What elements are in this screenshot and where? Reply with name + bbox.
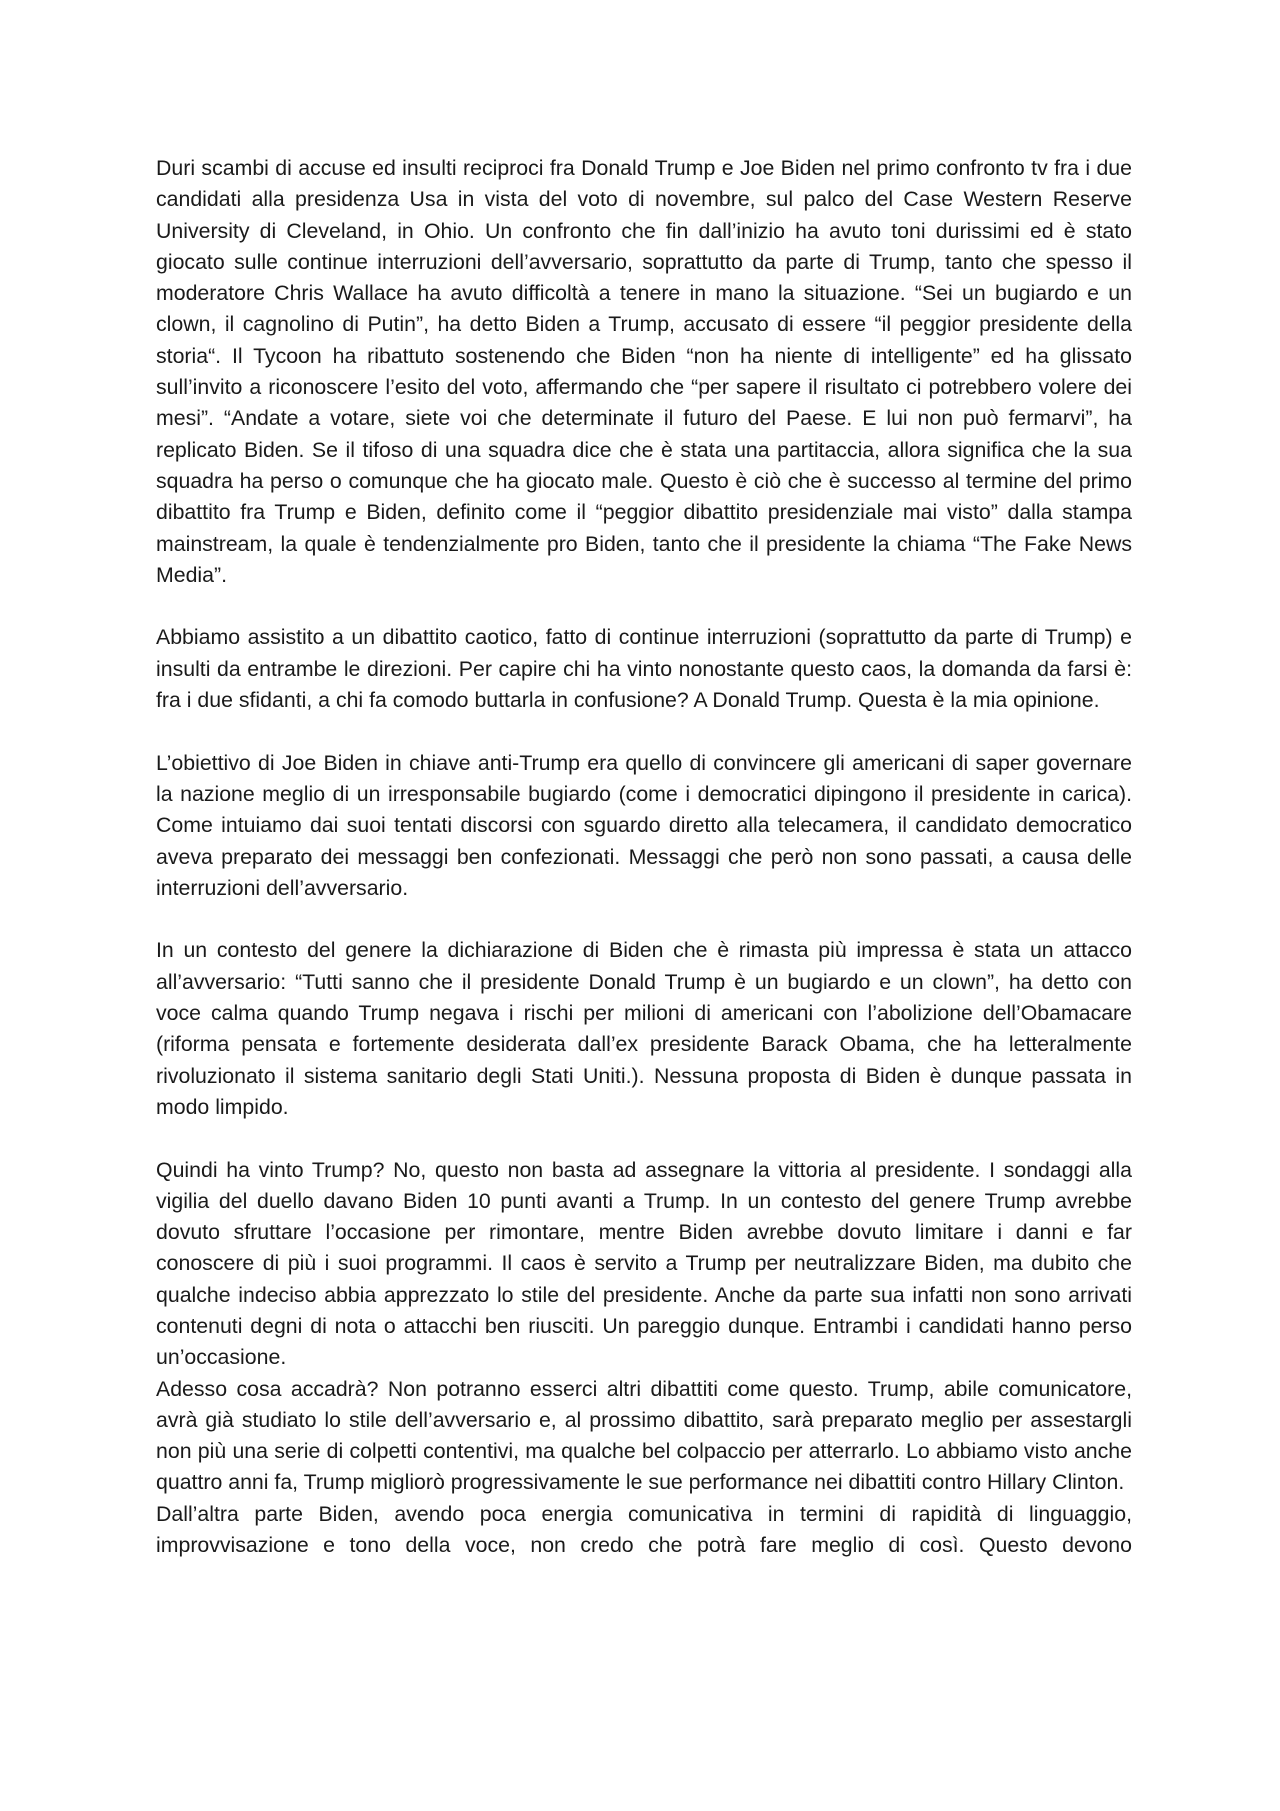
paragraph-who-won: Quindi ha vinto Trump? No, questo non basta ad assegnare la vittoria al presidente. I sondaggi alla vigilia del duello davano Biden 10 punti avanti a Trump. In un contesto del genere Trump avrebbe dovuto sfruttare l’occasione per rimontare, mentre Biden avrebbe dovuto limitare i danni e far conoscere di più i suoi programmi. Il caos è servito a Trump per neutralizzare Biden, ma dubito che qualche indeciso abbia apprezzato lo stile del presidente. Anche da parte sua infatti non sono arrivati contenuti degni di nota o attacchi ben riusciti. Un pareggio dunque. Entrambi i candidati hanno perso un’occasione. bbox=[156, 1157, 1132, 1370]
paragraph-what-next: Adesso cosa accadrà? Non potranno esserci altri dibattiti come questo. Trump, abile comunicatore, avrà già studiato lo stile dell’avversario e, al prossimo dibattito, sarà preparato meglio per assestargli non più una serie di colpetti contentivi, ma qualche bel colpaccio per atterrarlo. Lo abbiamo visto anche quattro anni fa, Trump migliorò progressivamente le sue performance nei dibattiti contro Hillary Clinton. bbox=[156, 1376, 1132, 1495]
article-body bbox=[156, 153, 1132, 1561]
paragraph-biden-objective: L’obiettivo di Joe Biden in chiave anti-Trump era quello di convincere gli americani di saper governare la nazione meglio di un irresponsabile bugiardo (come i democratici dipingono il presidente in carica). Come intuiamo dai suoi tentati discorsi con sguardo diretto alla telecamera, il candidato democratico aveva preparato dei messaggi ben confezionati. Messaggi che però non sono passati, a causa delle interruzioni dell’avversario. bbox=[156, 750, 1132, 900]
paragraph-chaotic-debate: Abbiamo assistito a un dibattito caotico, fatto di continue interruzioni (soprattutto da parte di Trump) e insulti da entrambe le direzioni. Per capire chi ha vinto nonostante questo caos, la domanda da farsi è: fra i due sfidanti, a chi fa comodo buttarla in confusione? A Donald Trump. Questa è la mia opinione. bbox=[156, 625, 1132, 713]
paragraph-biden-outlook: Dall’altra parte Biden, avendo poca energia comunicativa in termini di rapidità di linguaggio, improvvisazione e tono della voce, non credo che potrà fare meglio di così. Questo devono bbox=[156, 1501, 1132, 1558]
paragraph-biden-declaration: In un contesto del genere la dichiarazione di Biden che è rimasta più impressa è stata un attacco all’avversario: “Tutti sanno che il presidente Donald Trump è un bugiardo e un clown”, ha detto con voce calma quando Trump negava i rischi per milioni di americani con l’abolizione dell’Obamacare (riforma pensata e fortemente desiderata dall’ex presidente Barack Obama, che ha letteralmente rivoluzionato il sistema sanitario degli Stati Uniti.). Nessuna proposta di Biden è dunque passata in modo limpido. bbox=[156, 938, 1132, 1119]
paragraph-debate-summary: Duri scambi di accuse ed insulti reciproci fra Donald Trump e Joe Biden nel primo confronto tv fra i due candidati alla presidenza Usa in vista del voto di novembre, sul palco del Case Western Reserve University di Cleveland, in Ohio. Un confronto che fin dall’inizio ha avuto toni durissimi ed è stato giocato sulle continue interruzioni dell’avversario, soprattutto da parte di Trump, tanto che spesso il moderatore Chris Wallace ha avuto difficoltà a tenere in mano la situazione. “Sei un bugiardo e un clown, il cagnolino di Putin”, ha detto Biden a Trump, accusato di essere “il peggior presidente della storia“. Il Tycoon ha ribattuto sostenendo che Biden “non ha niente di intelligente” ed ha glissato sull’invito a riconoscere l’esito del voto, affermando che “per sapere il risultato ci potrebbero volere dei mesi”. “Andate a votare, siete voi che determinate il futuro del Paese. E lui non può fermarvi”, ha replicato Biden. Se il tifoso di una squadra dice che è stata una partitaccia, allora significa che la sua squadra ha perso o comunque che ha giocato male. Questo è ciò che è successo al termine del primo dibattito fra Trump e Biden, definito come il “peggior dibattito presidenziale mai visto” dalla stampa mainstream, la quale è tendenzialmente pro Biden, tanto che il presidente la chiama “The Fake News Media”. bbox=[156, 156, 1132, 587]
